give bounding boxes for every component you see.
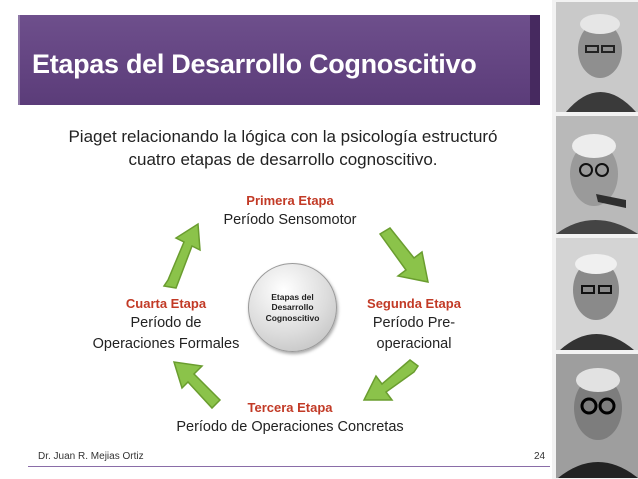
footer-author: Dr. Juan R. Mejias Ortiz <box>38 451 144 462</box>
title-bar-accent <box>530 15 540 105</box>
center-line-2: Desarrollo <box>271 302 314 313</box>
arrow-down-left-icon <box>362 358 422 404</box>
stage-fourth <box>78 295 254 355</box>
arrow-up-left-icon <box>172 360 224 410</box>
arrow-up-right-icon <box>158 222 208 292</box>
stage-second <box>354 295 474 355</box>
center-circle <box>248 263 337 352</box>
center-line-1: Etapas del <box>271 291 314 302</box>
portrait-photo-4 <box>556 354 638 478</box>
stage-third-label: Período de Operaciones Concretas <box>176 419 404 435</box>
page-number: 24 <box>534 451 546 462</box>
intro-line-1: Piaget relacionando la lógica con la psicología estructuró <box>68 127 498 146</box>
portrait-photo-2 <box>556 116 638 234</box>
stage-first <box>200 192 380 231</box>
stage-fourth-heading: Cuarta Etapa <box>125 296 207 311</box>
stage-third-heading: Tercera Etapa <box>247 400 333 415</box>
title-bar <box>18 15 540 105</box>
center-line-3: Cognoscitivo <box>265 312 320 323</box>
portrait-photo-1 <box>556 2 638 112</box>
stage-second-heading: Segunda Etapa <box>367 296 461 311</box>
stage-fourth-label-1: Período de <box>130 315 202 331</box>
portrait-photo-3 <box>556 238 638 350</box>
bottom-divider <box>28 466 550 467</box>
photo-strip <box>552 0 638 479</box>
intro-line-2: cuatro etapas de desarrollo cognoscitivo. <box>128 150 438 169</box>
stage-fourth-label-2: Operaciones Formales <box>92 336 240 352</box>
stage-first-label: Período Sensomotor <box>223 212 357 228</box>
slide-title: Etapas del Desarrollo Cognoscitivo <box>32 49 477 79</box>
stage-second-label-1: Período Pre- <box>372 315 456 331</box>
stage-second-label-2: operacional <box>376 336 452 352</box>
stage-first-heading: Primera Etapa <box>246 193 334 208</box>
arrow-down-right-icon <box>378 226 434 286</box>
intro-text <box>20 125 546 171</box>
